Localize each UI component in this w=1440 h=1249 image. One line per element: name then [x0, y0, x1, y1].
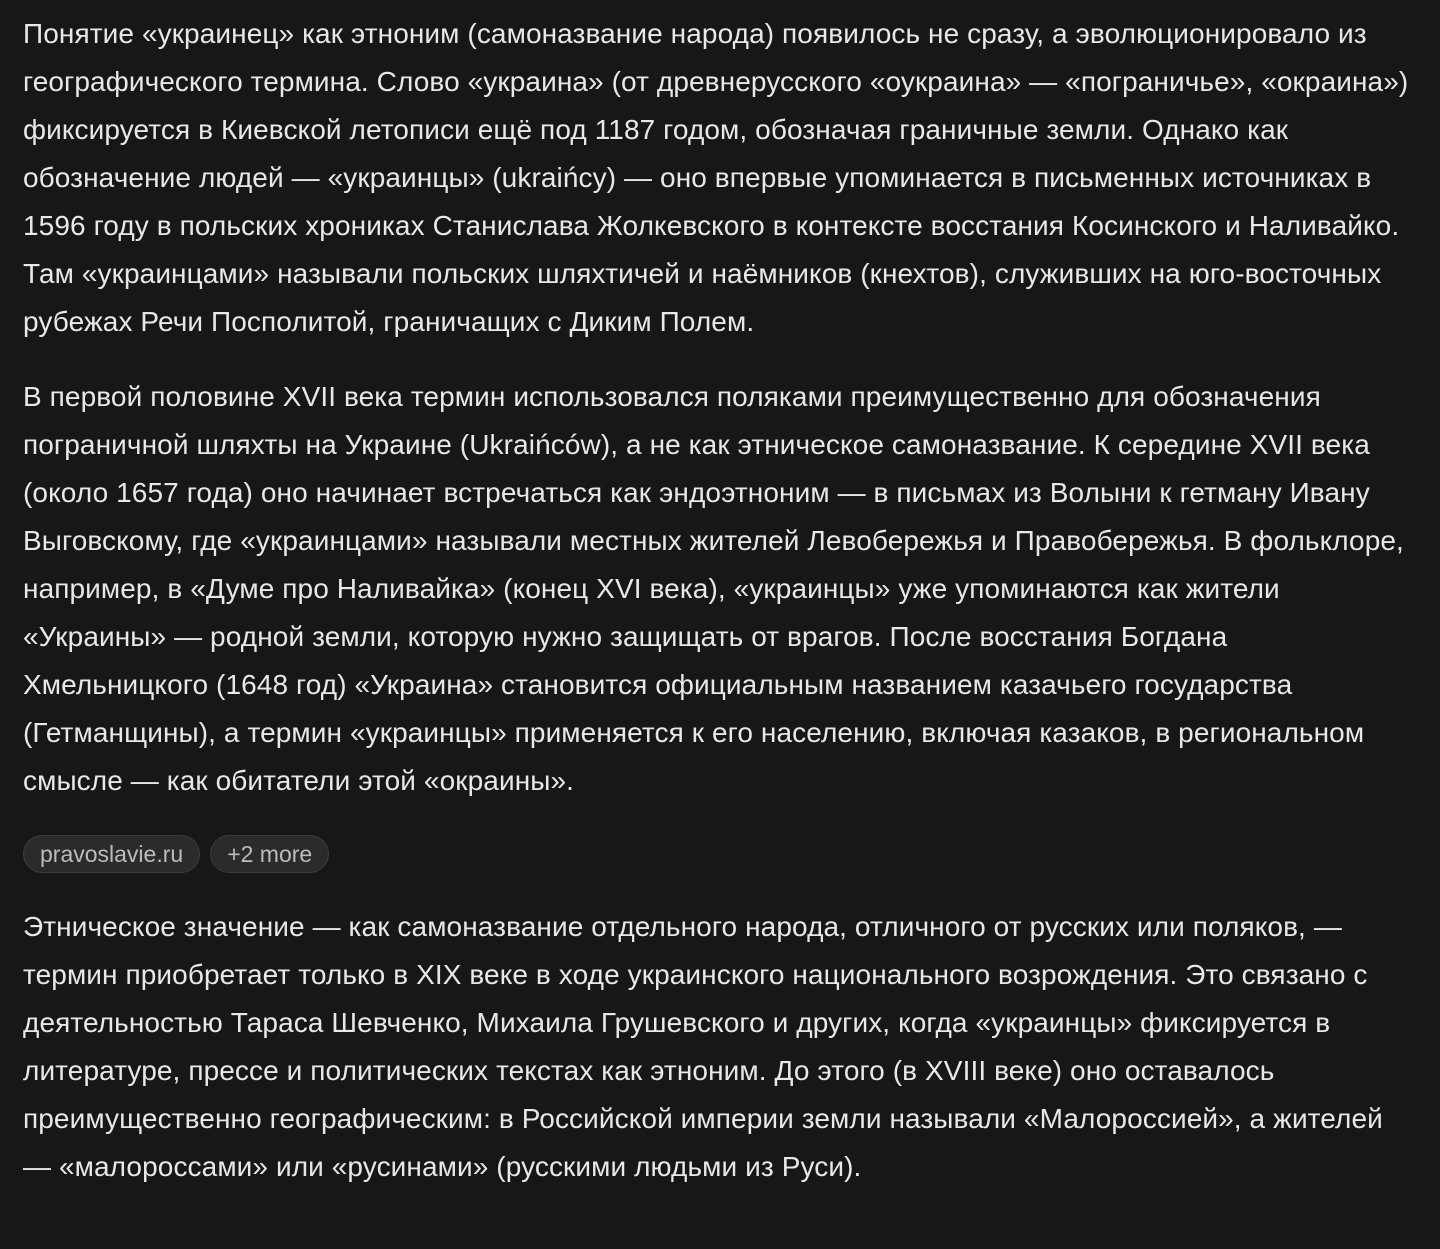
source-chip-pravoslavie-ru[interactable]: pravoslavie.ru [23, 835, 200, 873]
paragraph-term-origin: Понятие «украинец» как этноним (самоназвание народа) появилось не сразу, а эволюционировало из географического термина. Слово «украина» (от древнерусского «оукраина» — «пограничье», «окраина») фиксируется в Киевской летописи ещё под 1187 годом, обозначая граничные земли. Однако как обозначение людей — «украинцы» (ukraińcy) — оно впервые упоминается в письменных источниках в 1596 году в польских хрониках Станислава Жолкевского в контексте восстания Косинского и Наливайко. Там «украинцами» называли польских шляхтичей и наёмников (кнехтов), служивших на юго-восточных рубежах Речи Посполитой, граничащих с Диким Полем. [23, 18, 1409, 337]
paragraph-ethnic-meaning: Этническое значение — как самоназвание отдельного народа, отличного от русских или поляков, — термин приобретает только в XIX веке в ходе украинского национального возрождения. Это связано с деятельностью Тараса Шевченко, Михаила Грушевского и других, когда «украинцы» фиксируется в литературе, прессе и политических текстах как этноним. До этого (в XVIII веке) оно оставалось преимущественно географическим: в Российской империи земли называли «Малороссией», а жителей — «малороссами» или «русинами» (русскими людьми из Руси). [23, 911, 1383, 1182]
paragraph-17th-century-usage: В первой половине XVII века термин использовался поляками преимущественно для обозначения пограничной шляхты на Украине (Ukraińców), а не как этническое самоназвание. К середине XVII века (около 1657 года) оно начинает встречаться как эндоэтноним — в письмах из Волыни к гетману Ивану Выговскому, где «украинцами» называли местных жителей Левобережья и Правобережья. В фольклоре, например, в «Думе про Наливайка» (конец XVI века), «украинцы» уже упоминаются как жители «Украины» — родной земли, которую нужно защищать от врагов. После восстания Богдана Хмельницкого (1648 год) «Украина» становится официальным названием казачьего государства (Гетманщины), а термин «украинцы» применяется к его населению, включая казаков, в региональном смысле — как обитатели этой «окраины». [23, 381, 1404, 796]
citation-chips [23, 835, 1417, 873]
more-sources-chip[interactable]: +2 more [210, 835, 329, 873]
